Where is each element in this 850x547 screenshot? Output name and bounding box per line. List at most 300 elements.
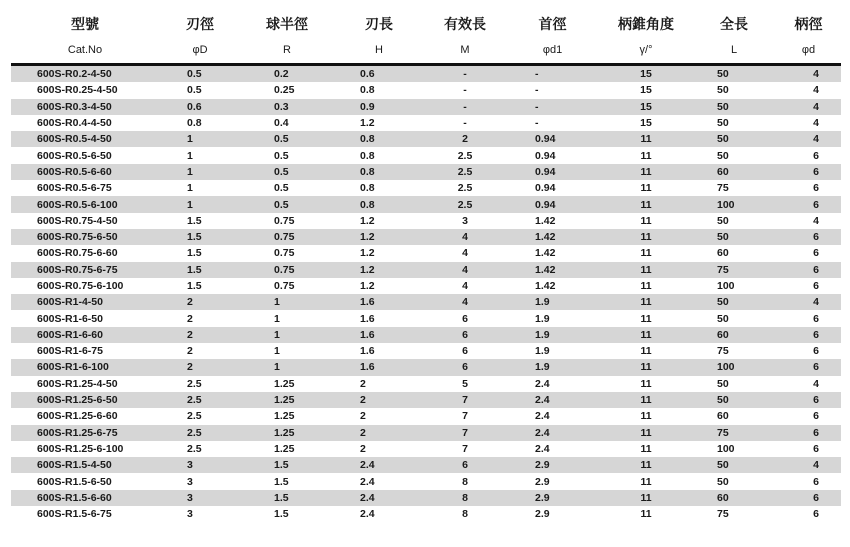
header-blade-length: 刃長: [365, 16, 393, 32]
table-row: [11, 359, 841, 375]
table-row: [11, 327, 841, 343]
cell-overall-length: 60: [692, 490, 776, 506]
table-row: [11, 180, 841, 196]
cell-neck-diameter: 2.4: [505, 408, 600, 424]
cell-ball-radius: 0.75: [241, 213, 333, 229]
cell-neck-diameter: -: [505, 99, 600, 115]
cell-effective-length: 7: [425, 392, 505, 408]
cell-blade-diameter: 2: [159, 327, 241, 343]
table-body: [11, 65, 841, 523]
cell-cat-no: 600S-R0.4-4-50: [11, 115, 159, 131]
cell-effective-length: 8: [425, 490, 505, 506]
header-code-shank: φd: [776, 36, 841, 65]
spec-table: [11, 8, 841, 522]
cell-blade-length: 0.8: [333, 131, 425, 147]
cell-effective-length: 3: [425, 213, 505, 229]
cell-blade-length: 1.6: [333, 294, 425, 310]
cell-blade-length: 0.8: [333, 180, 425, 196]
cell-taper-angle: 11: [600, 441, 692, 457]
cell-blade-length: 1.6: [333, 343, 425, 359]
cell-overall-length: 50: [692, 213, 776, 229]
cell-blade-diameter: 1.5: [159, 229, 241, 245]
cell-effective-length: 2.5: [425, 196, 505, 212]
cell-neck-diameter: 0.94: [505, 164, 600, 180]
table-row: [11, 490, 841, 506]
cell-blade-length: 1.2: [333, 229, 425, 245]
cell-cat-no: 600S-R1.5-6-60: [11, 490, 159, 506]
header-code-l: L: [692, 36, 776, 65]
cell-blade-diameter: 2.5: [159, 392, 241, 408]
cell-neck-diameter: 2.9: [505, 473, 600, 489]
cell-overall-length: 60: [692, 164, 776, 180]
cell-neck-diameter: -: [505, 115, 600, 131]
cell-overall-length: 75: [692, 343, 776, 359]
cell-taper-angle: 15: [600, 82, 692, 98]
cell-blade-diameter: 2: [159, 359, 241, 375]
table-row: [11, 294, 841, 310]
cell-taper-angle: 11: [600, 376, 692, 392]
cell-blade-length: 2.4: [333, 473, 425, 489]
table-row: [11, 245, 841, 261]
cell-cat-no: 600S-R1-6-75: [11, 343, 159, 359]
header-code-r: R: [241, 36, 333, 65]
cell-blade-length: 2.4: [333, 490, 425, 506]
table-row: [11, 392, 841, 408]
cell-overall-length: 75: [692, 506, 776, 522]
cell-neck-diameter: 1.42: [505, 245, 600, 261]
cell-shank-diameter: 6: [776, 343, 841, 359]
header-code-m: M: [425, 36, 505, 65]
cell-effective-length: 6: [425, 359, 505, 375]
cell-cat-no: 600S-R1.5-6-75: [11, 506, 159, 522]
cell-shank-diameter: 6: [776, 164, 841, 180]
cell-effective-length: 8: [425, 506, 505, 522]
table-row: [11, 506, 841, 522]
cell-ball-radius: 1: [241, 294, 333, 310]
cell-overall-length: 50: [692, 82, 776, 98]
cell-ball-radius: 1: [241, 359, 333, 375]
cell-taper-angle: 11: [600, 343, 692, 359]
cell-cat-no: 600S-R0.5-6-50: [11, 147, 159, 163]
cell-ball-radius: 1.25: [241, 392, 333, 408]
table-header: [11, 8, 841, 65]
cell-blade-length: 2: [333, 376, 425, 392]
cell-blade-length: 0.8: [333, 196, 425, 212]
cell-ball-radius: 1.25: [241, 425, 333, 441]
cell-blade-diameter: 1: [159, 147, 241, 163]
cell-overall-length: 50: [692, 131, 776, 147]
cell-ball-radius: 0.5: [241, 196, 333, 212]
cell-effective-length: 7: [425, 425, 505, 441]
cell-blade-length: 1.6: [333, 359, 425, 375]
header-ball-radius: 球半徑: [266, 16, 308, 32]
cell-blade-diameter: 0.8: [159, 115, 241, 131]
cell-shank-diameter: 6: [776, 278, 841, 294]
cell-blade-length: 1.2: [333, 245, 425, 261]
cell-blade-diameter: 2.5: [159, 425, 241, 441]
table-row: [11, 408, 841, 424]
cell-overall-length: 50: [692, 65, 776, 83]
cell-overall-length: 100: [692, 441, 776, 457]
cell-shank-diameter: 4: [776, 99, 841, 115]
table-row: [11, 229, 841, 245]
cell-blade-diameter: 2.5: [159, 441, 241, 457]
cell-taper-angle: 11: [600, 473, 692, 489]
cell-ball-radius: 0.5: [241, 147, 333, 163]
cell-taper-angle: 11: [600, 278, 692, 294]
cell-neck-diameter: 1.42: [505, 278, 600, 294]
cell-shank-diameter: 6: [776, 180, 841, 196]
table-row: [11, 310, 841, 326]
table-row: [11, 473, 841, 489]
cell-cat-no: 600S-R1.25-6-60: [11, 408, 159, 424]
cell-taper-angle: 11: [600, 327, 692, 343]
table-row: [11, 213, 841, 229]
cell-blade-diameter: 2.5: [159, 408, 241, 424]
cell-effective-length: 2.5: [425, 164, 505, 180]
cell-taper-angle: 11: [600, 310, 692, 326]
cell-blade-length: 1.2: [333, 262, 425, 278]
cell-blade-diameter: 1: [159, 131, 241, 147]
header-names-row: [11, 8, 841, 36]
cell-neck-diameter: -: [505, 82, 600, 98]
cell-neck-diameter: 1.42: [505, 213, 600, 229]
cell-taper-angle: 11: [600, 164, 692, 180]
cell-effective-length: -: [425, 82, 505, 98]
cell-cat-no: 600S-R1-4-50: [11, 294, 159, 310]
cell-taper-angle: 15: [600, 99, 692, 115]
cell-overall-length: 50: [692, 473, 776, 489]
cell-blade-diameter: 0.6: [159, 99, 241, 115]
table-row: [11, 82, 841, 98]
table-row: [11, 278, 841, 294]
cell-blade-diameter: 2: [159, 310, 241, 326]
cell-taper-angle: 11: [600, 359, 692, 375]
cell-ball-radius: 1.25: [241, 441, 333, 457]
cell-cat-no: 600S-R1.25-6-100: [11, 441, 159, 457]
header-code-d1: φd1: [505, 36, 600, 65]
cell-taper-angle: 15: [600, 115, 692, 131]
cell-ball-radius: 0.5: [241, 164, 333, 180]
cell-overall-length: 50: [692, 294, 776, 310]
cell-taper-angle: 15: [600, 65, 692, 83]
cell-shank-diameter: 6: [776, 392, 841, 408]
cell-neck-diameter: 1.9: [505, 343, 600, 359]
cell-effective-length: 6: [425, 457, 505, 473]
cell-blade-diameter: 2.5: [159, 376, 241, 392]
cell-blade-diameter: 0.5: [159, 82, 241, 98]
cell-taper-angle: 11: [600, 180, 692, 196]
cell-neck-diameter: -: [505, 65, 600, 83]
cell-taper-angle: 11: [600, 213, 692, 229]
cell-effective-length: 7: [425, 441, 505, 457]
cell-blade-length: 0.6: [333, 65, 425, 83]
cell-cat-no: 600S-R0.25-4-50: [11, 82, 159, 98]
table-row: [11, 65, 841, 83]
cell-cat-no: 600S-R0.75-6-50: [11, 229, 159, 245]
cell-blade-length: 1.6: [333, 310, 425, 326]
header-taper-angle: 柄錐角度: [618, 16, 674, 32]
cell-overall-length: 50: [692, 99, 776, 115]
cell-shank-diameter: 4: [776, 131, 841, 147]
cell-ball-radius: 0.25: [241, 82, 333, 98]
cell-overall-length: 50: [692, 392, 776, 408]
cell-effective-length: 5: [425, 376, 505, 392]
cell-effective-length: 7: [425, 408, 505, 424]
cell-neck-diameter: 1.42: [505, 262, 600, 278]
cell-blade-diameter: 0.5: [159, 65, 241, 83]
cell-effective-length: 2.5: [425, 180, 505, 196]
cell-ball-radius: 1.5: [241, 457, 333, 473]
cell-shank-diameter: 4: [776, 213, 841, 229]
cell-shank-diameter: 6: [776, 506, 841, 522]
cell-overall-length: 100: [692, 359, 776, 375]
cell-neck-diameter: 0.94: [505, 180, 600, 196]
cell-shank-diameter: 6: [776, 425, 841, 441]
cell-shank-diameter: 4: [776, 65, 841, 83]
cell-shank-diameter: 6: [776, 310, 841, 326]
cell-cat-no: 600S-R1-6-50: [11, 310, 159, 326]
cell-blade-diameter: 3: [159, 506, 241, 522]
cell-taper-angle: 11: [600, 392, 692, 408]
spec-table-container: [11, 8, 841, 522]
cell-overall-length: 100: [692, 196, 776, 212]
header-model: 型號: [71, 16, 99, 32]
cell-blade-diameter: 1: [159, 164, 241, 180]
cell-blade-diameter: 1.5: [159, 213, 241, 229]
cell-overall-length: 75: [692, 425, 776, 441]
table-row: [11, 376, 841, 392]
cell-effective-length: 6: [425, 310, 505, 326]
cell-effective-length: 4: [425, 229, 505, 245]
cell-shank-diameter: 6: [776, 441, 841, 457]
cell-cat-no: 600S-R1.5-6-50: [11, 473, 159, 489]
cell-effective-length: 2.5: [425, 147, 505, 163]
cell-overall-length: 60: [692, 408, 776, 424]
cell-ball-radius: 1: [241, 327, 333, 343]
cell-blade-diameter: 1.5: [159, 245, 241, 261]
cell-shank-diameter: 4: [776, 376, 841, 392]
cell-shank-diameter: 4: [776, 82, 841, 98]
cell-overall-length: 50: [692, 310, 776, 326]
header-shank-diameter: 柄徑: [794, 16, 823, 32]
cell-shank-diameter: 6: [776, 327, 841, 343]
cell-blade-diameter: 2: [159, 294, 241, 310]
cell-taper-angle: 11: [600, 490, 692, 506]
header-overall-length: 全長: [720, 16, 748, 32]
cell-blade-length: 0.8: [333, 147, 425, 163]
cell-ball-radius: 0.2: [241, 65, 333, 83]
cell-cat-no: 600S-R0.5-6-60: [11, 164, 159, 180]
cell-taper-angle: 11: [600, 131, 692, 147]
cell-cat-no: 600S-R0.75-4-50: [11, 213, 159, 229]
cell-shank-diameter: 6: [776, 147, 841, 163]
cell-neck-diameter: 1.9: [505, 359, 600, 375]
cell-blade-diameter: 3: [159, 457, 241, 473]
cell-taper-angle: 11: [600, 408, 692, 424]
cell-neck-diameter: 2.4: [505, 425, 600, 441]
table-row: [11, 131, 841, 147]
cell-ball-radius: 0.5: [241, 131, 333, 147]
cell-ball-radius: 0.75: [241, 245, 333, 261]
cell-overall-length: 75: [692, 262, 776, 278]
header-code-angle: γ/°: [600, 36, 692, 65]
cell-ball-radius: 1.5: [241, 473, 333, 489]
cell-overall-length: 50: [692, 229, 776, 245]
cell-taper-angle: 11: [600, 457, 692, 473]
cell-blade-length: 1.2: [333, 213, 425, 229]
cell-shank-diameter: 6: [776, 408, 841, 424]
cell-effective-length: 4: [425, 262, 505, 278]
cell-overall-length: 100: [692, 278, 776, 294]
cell-cat-no: 600S-R0.2-4-50: [11, 65, 159, 83]
cell-shank-diameter: 6: [776, 245, 841, 261]
cell-effective-length: 6: [425, 343, 505, 359]
cell-shank-diameter: 6: [776, 262, 841, 278]
cell-shank-diameter: 6: [776, 196, 841, 212]
cell-blade-diameter: 1: [159, 196, 241, 212]
cell-cat-no: 600S-R0.75-6-75: [11, 262, 159, 278]
cell-ball-radius: 0.75: [241, 278, 333, 294]
cell-overall-length: 60: [692, 327, 776, 343]
cell-cat-no: 600S-R1-6-60: [11, 327, 159, 343]
cell-neck-diameter: 0.94: [505, 147, 600, 163]
cell-cat-no: 600S-R0.75-6-60: [11, 245, 159, 261]
cell-shank-diameter: 6: [776, 359, 841, 375]
cell-ball-radius: 1.25: [241, 408, 333, 424]
cell-neck-diameter: 2.9: [505, 490, 600, 506]
table-row: [11, 343, 841, 359]
header-codes-row: [11, 36, 841, 65]
cell-shank-diameter: 6: [776, 229, 841, 245]
cell-ball-radius: 0.4: [241, 115, 333, 131]
cell-neck-diameter: 1.9: [505, 327, 600, 343]
cell-taper-angle: 11: [600, 196, 692, 212]
cell-blade-length: 1.2: [333, 115, 425, 131]
cell-overall-length: 50: [692, 376, 776, 392]
cell-ball-radius: 1.5: [241, 506, 333, 522]
header-code-catno: Cat.No: [11, 36, 159, 65]
cell-blade-length: 2: [333, 425, 425, 441]
cell-cat-no: 600S-R0.75-6-100: [11, 278, 159, 294]
header-neck-diameter: 首徑: [538, 16, 567, 32]
cell-overall-length: 50: [692, 115, 776, 131]
cell-cat-no: 600S-R0.5-4-50: [11, 131, 159, 147]
cell-blade-length: 1.2: [333, 278, 425, 294]
cell-effective-length: 8: [425, 473, 505, 489]
cell-effective-length: 6: [425, 327, 505, 343]
cell-blade-length: 0.9: [333, 99, 425, 115]
cell-shank-diameter: 4: [776, 457, 841, 473]
cell-cat-no: 600S-R0.5-6-75: [11, 180, 159, 196]
cell-taper-angle: 11: [600, 262, 692, 278]
cell-cat-no: 600S-R1.25-4-50: [11, 376, 159, 392]
cell-cat-no: 600S-R1.25-6-75: [11, 425, 159, 441]
cell-ball-radius: 0.75: [241, 229, 333, 245]
cell-blade-length: 2.4: [333, 506, 425, 522]
cell-shank-diameter: 4: [776, 294, 841, 310]
table-row: [11, 147, 841, 163]
table-row: [11, 99, 841, 115]
cell-cat-no: 600S-R0.5-6-100: [11, 196, 159, 212]
cell-neck-diameter: 2.4: [505, 441, 600, 457]
cell-taper-angle: 11: [600, 245, 692, 261]
cell-effective-length: -: [425, 65, 505, 83]
cell-neck-diameter: 2.9: [505, 506, 600, 522]
header-code-h: H: [333, 36, 425, 65]
cell-effective-length: 4: [425, 245, 505, 261]
cell-ball-radius: 0.3: [241, 99, 333, 115]
cell-cat-no: 600S-R1-6-100: [11, 359, 159, 375]
cell-shank-diameter: 6: [776, 473, 841, 489]
cell-ball-radius: 1: [241, 343, 333, 359]
cell-ball-radius: 1.5: [241, 490, 333, 506]
header-blade-diameter: 刃徑: [186, 16, 214, 32]
cell-overall-length: 50: [692, 457, 776, 473]
cell-blade-diameter: 3: [159, 473, 241, 489]
cell-ball-radius: 1.25: [241, 376, 333, 392]
cell-shank-diameter: 4: [776, 115, 841, 131]
cell-neck-diameter: 0.94: [505, 196, 600, 212]
cell-taper-angle: 11: [600, 147, 692, 163]
cell-effective-length: 2: [425, 131, 505, 147]
table-row: [11, 262, 841, 278]
cell-overall-length: 50: [692, 147, 776, 163]
header-code-d: φD: [159, 36, 241, 65]
cell-ball-radius: 0.75: [241, 262, 333, 278]
cell-cat-no: 600S-R1.5-4-50: [11, 457, 159, 473]
cell-neck-diameter: 1.9: [505, 310, 600, 326]
table-row: [11, 457, 841, 473]
cell-neck-diameter: 2.4: [505, 392, 600, 408]
table-row: [11, 441, 841, 457]
table-row: [11, 196, 841, 212]
cell-neck-diameter: 0.94: [505, 131, 600, 147]
cell-ball-radius: 1: [241, 310, 333, 326]
cell-taper-angle: 11: [600, 229, 692, 245]
cell-neck-diameter: 2.9: [505, 457, 600, 473]
cell-overall-length: 75: [692, 180, 776, 196]
cell-effective-length: -: [425, 115, 505, 131]
cell-blade-diameter: 1: [159, 180, 241, 196]
cell-effective-length: 4: [425, 278, 505, 294]
cell-neck-diameter: 1.9: [505, 294, 600, 310]
cell-overall-length: 60: [692, 245, 776, 261]
cell-neck-diameter: 1.42: [505, 229, 600, 245]
cell-cat-no: 600S-R0.3-4-50: [11, 99, 159, 115]
header-effective-length: 有效長: [444, 16, 486, 32]
cell-ball-radius: 0.5: [241, 180, 333, 196]
cell-taper-angle: 11: [600, 294, 692, 310]
cell-blade-length: 1.6: [333, 327, 425, 343]
cell-cat-no: 600S-R1.25-6-50: [11, 392, 159, 408]
cell-blade-length: 2: [333, 408, 425, 424]
cell-blade-diameter: 1.5: [159, 278, 241, 294]
cell-blade-diameter: 2: [159, 343, 241, 359]
cell-taper-angle: 11: [600, 425, 692, 441]
table-row: [11, 115, 841, 131]
cell-effective-length: 4: [425, 294, 505, 310]
cell-blade-diameter: 1.5: [159, 262, 241, 278]
cell-blade-length: 2: [333, 441, 425, 457]
cell-taper-angle: 11: [600, 506, 692, 522]
cell-effective-length: -: [425, 99, 505, 115]
cell-blade-diameter: 3: [159, 490, 241, 506]
cell-blade-length: 2.4: [333, 457, 425, 473]
cell-neck-diameter: 2.4: [505, 376, 600, 392]
cell-blade-length: 0.8: [333, 82, 425, 98]
cell-blade-length: 0.8: [333, 164, 425, 180]
